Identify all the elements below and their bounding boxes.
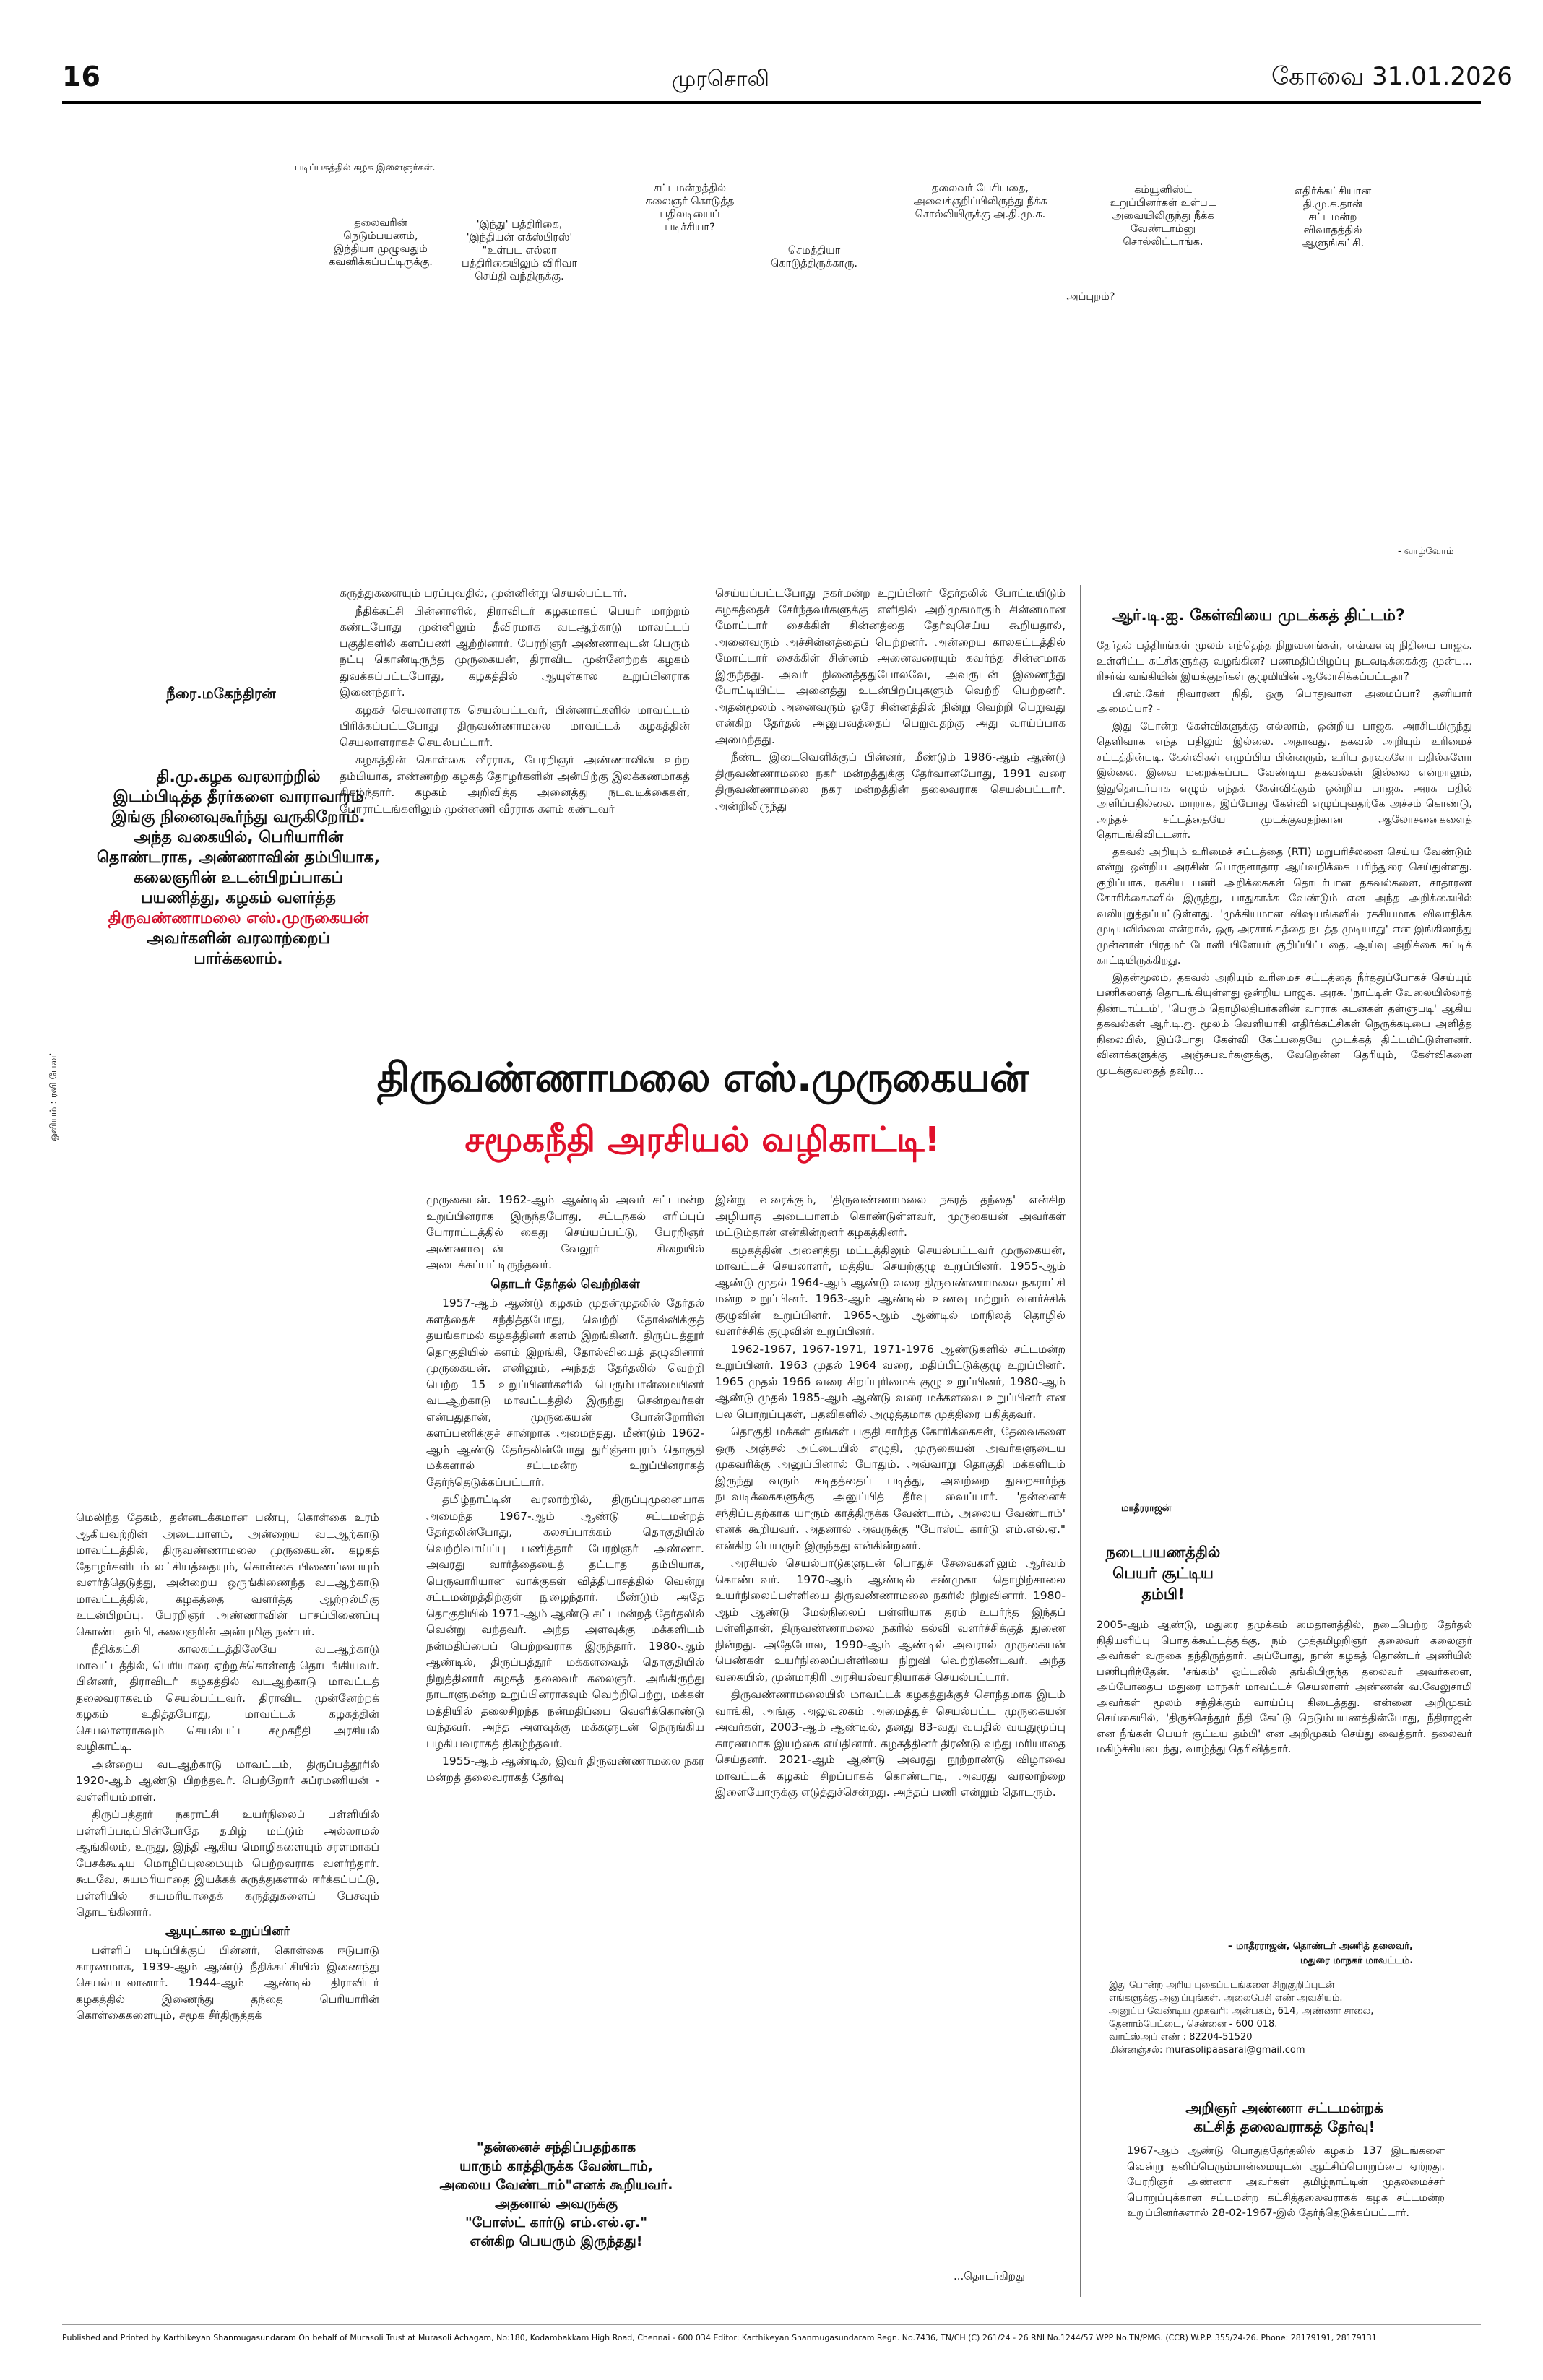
note-line: மின்னஞ்சல்: murasolipaasarai@gmail.com: [1109, 2045, 1305, 2056]
subheadline: சமூகநீதி அரசியல் வழிகாட்டி!: [464, 1120, 941, 1160]
subheading: தொடர் தேர்தல் வெற்றிகள்: [490, 1276, 640, 1291]
paragraph: கழகத்தின் கொள்கை வீரராக, பேரறிஞர் அண்ணாவின் உற்ற தம்பியாக, எண்ணற்ற கழகத் தோழர்களின் அன்பிற்கு இலக்கணமாகத் திகழ்ந்தார். கழகம் அறிவித்த அனைத்து நடவடிக்கைகள், போராட்டங்களிலும் முன்னணி வீரராக களம் கண்டவர்: [340, 753, 690, 815]
paragraph: கருத்துகளையும் பரப்புவதில், முன்னின்று செயல்பட்டார்.: [340, 587, 627, 600]
page-number: 16: [62, 61, 100, 92]
paragraph: நீதிக்கட்சி பின்னாளில், திராவிடர் கழகமாகப் பெயர் மாற்றம் கண்டபோது முன்னிலும் தீவிரமாக வடஆற்காடு மாவட்டப் பகுதிகளில் களப்பணி ஆற்றினார். பேரறிஞர் அண்ணாவுடன் பெரும் நட்பு கொண்டிருந்த முருகையன், திராவிட முன்னேற்றக் கழகம் துவக்கப்பட்டபோது, கழகத்தில் ஆயுள்கால உறுப்பினராக இணைந்தார்.: [340, 604, 690, 698]
quote-line: என்கிற பெயரும் இருந்தது!: [470, 2233, 643, 2249]
quote-line: "தன்னைச் சந்திப்பதற்காக: [476, 2139, 636, 2155]
speech-bubble: செமத்தியா கொடுத்திருக்காரு.: [770, 245, 857, 269]
paragraph: அரசியல் செயல்பாடுகளுடன் பொதுச் சேவைகளிலும் ஆர்வம் கொண்டவர். 1970-ஆம் ஆண்டில் சண்முகா தொழிற்சாலை உயர்நிலைப்பள்ளியை திருவண்ணாமலை நகரில் நிறுவினார். 1980-ஆம் ஆண்டு மேல்நிலைப் பள்ளியாக தரம் உயர்ந்த இந்தப் பள்ளிதான், திருவண்ணாமலை நகரில் கல்வி வளர்ச்சிக்குத் துணை நின்றது. அதேபோல, 1990-ஆம் ஆண்டில் அவரால் முருகையன் பெண்கள் உயர்நிலைப்பள்ளியை நிறுவி வெற்றிகண்டவர். அந்த வகையில், முன்மாதிரி அரசியல்வாதியாகச் செயல்பட்டார்.: [715, 1557, 1066, 1684]
paragraph: கழகத்தின் அனைத்து மட்டத்திலும் செயல்பட்டவர் முருகையன், மாவட்டச் செயலாளர், மத்திய செயற்குழு உறுப்பினர். 1955-ஆம் ஆண்டு முதல் 1964-ஆம் ஆண்டு வரை திருவண்ணாமலை நகராட்சி மன்ற உறுப்பினர். 1963-ஆம் ஆண்டில் உணவு மற்றும் வளர்ச்சிக் குழுவின் உறுப்பினர். 1965-ஆம் ஆண்டில் மாநிலத் தொழில் வளர்ச்சிக் குழுவின் உறுப்பினர்.: [715, 1243, 1066, 1338]
note-line: தேனாம்பேட்டை, சென்னை - 600 018.: [1109, 2019, 1278, 2030]
author-name: நீரை.மகேந்திரன்: [166, 685, 276, 702]
rti-title: ஆர்.டி.ஐ. கேள்வியை முடக்கத் திட்டம்?: [1112, 607, 1405, 625]
letter-signature: – மாதீரராஜன், தொண்டர் அணித் தலைவர்,: [1228, 1941, 1413, 1952]
paragraph: தொகுதி மக்கள் தங்கள் பகுதி சார்ந்த கோரிக்கைகள், தேவைகளை ஒரு அஞ்சல் அட்டையில் எழுதி, முருகையன் அவர்களுடைய முகவரிக்கு அனுப்பினால் போதும். அவ்வாறு தொகுதி மக்களிடம் இருந்து வரும் கடிதத்தைப் படித்து, அவற்றை துறைசார்ந்த நடவடிக்கைகளுக்கு அனுப்பித் தீர்வு வைப்பார். 'தன்னைச் சந்திப்பதற்காக யாரும் காத்திருக்க வேண்டாம், அலைய வேண்டாம்' எனக் கூறியவர். அதனால் அவருக்கு "போஸ்ட் கார்டு எம்.எல்.ஏ." என்கிற பெயரும் இருந்தது என்கின்றனர்.: [715, 1425, 1066, 1552]
speech-bubble: கம்யூனிஸ்ட் உறுப்பினர்கள் உள்பட அவையிலிருந்து நீக்க வேண்டாம்னு சொல்லிட்டாங்க.: [1110, 184, 1216, 248]
quote-line: "போஸ்ட் கார்டு எம்.எல்.ஏ.": [464, 2215, 648, 2230]
article-column: [340, 585, 690, 818]
intro-line: அவர்களின் வரலாற்றைப்: [147, 930, 330, 948]
paragraph: இன்று வரைக்கும், 'திருவண்ணாமலை நகரத் தந்தை' என்கிற அழியாத அடையாளம் கொண்டுள்ளவர், முருகையன் அவர்கள் மட்டும்தான் என்கின்றனர் கழகத்தினர்.: [715, 1193, 1066, 1239]
title-line: நடைபயணத்தில்: [1105, 1544, 1221, 1561]
paragraph: பள்ளிப் படிப்பிக்குப் பின்னர், கொள்கை ஈடுபாடு காரணமாக, 1939-ஆம் ஆண்டு நீதிக்கட்சியில் இணைந்து செயல்படலானார். 1944-ஆம் ஆண்டில் திராவிடர் கழகத்தில் இணைந்து தந்தை பெரியாரின் கொள்கைகளையும், சமூக சீர்திருத்தக்: [76, 1944, 379, 2022]
paragraph: திருப்பத்தூர் நகராட்சி உயர்நிலைப் பள்ளியில் பள்ளிப்படிப்பின்போதே தமிழ் மட்டும் அல்லாமல் ஆங்கிலம், உருது, இந்தி ஆகிய மொழிகளையும் சரளமாகப் பேசக்கூடிய மொழிப்புலமையும் பெற்றவராக வளர்ந்தார். கூடவே, சுயமரியாதை இயக்கக் கருத்துகளால் ஈர்க்கப்பட்டு, பள்ளியில் சுயமரியாதைக் கருத்துகளைப் பேசவும் தொடங்கினார்.: [76, 1808, 379, 1918]
paragraph: திருவண்ணாமலையில் மாவட்டக் கழகத்துக்குச் சொந்தமாக இடம் வாங்கி, அங்கு அலுவலகம் அமைத்துச் செயல்பட்ட முருகையன் அவர்கள், 2003-ஆம் ஆண்டில், தனது 83-வது வயதில் வயதுமூப்பு காரணமாக இயற்கை எய்தினார். கழகத்தினர் திரண்டு வந்து மரியாதை செய்தனர். 2021-ஆம் ஆண்டு அவரது நூற்றாண்டு விழாவை மாவட்டக் கழகம் சிறப்பாகக் கொண்டாடி, அவரது வரலாற்றை இளையோருக்கு எடுத்துச்சென்றது. அந்தப் பணி என்றும் தொடரும்.: [715, 1688, 1066, 1799]
edition-date: கோவை 31.01.2026: [1271, 62, 1513, 91]
intro-line: இடம்பிடித்த தீரர்களை வாராவாரம்: [113, 788, 364, 806]
note-line: இது போன்ற அரிய புகைப்படங்களை சிறுகுறிப்புடன்: [1109, 1980, 1335, 1991]
paragraph: செய்யப்பட்டபோது நகர்மன்ற உறுப்பினர் தேர்தலில் போட்டியிடும் கழகத்தைச் சேர்ந்தவர்களுக்கு எளிதில் அறிமுகமாகும் சின்னமான மோட்டார் சைக்கிள் சின்னத்தை தேர்வுசெய்ய கூறியதால், அனைவரும் அச்சின்னத்தைப் பெற்றனர். அன்றைய காலகட்டத்தில் மோட்டார் சைக்கிள் சின்னம் அனைவரையும் கவர்ந்த சின்னமாக இருந்தது. அவர் நினைத்ததுபோலவே, அவருடன் இணைந்து போட்டியிட்ட அனைத்து உடன்பிறப்புகளும் வெற்றி பெற்றனர். அதன்மூலம் அனைவரும் ஒரே சின்னத்தில் நின்று வெற்றி பெறுவது என்கிற தேர்தல் அனுபவத்தைப் பெறுவதற்கு அது வாய்ப்பாக அமைந்தது.: [715, 587, 1066, 746]
speech-bubble: தலைவரின் நெடும்பயணம், இந்தியா முழுவதும் கவனிக்கப்பட்டிருக்கு.: [329, 217, 433, 268]
paragraph: 1957-ஆம் ஆண்டு கழகம் முதன்முதலில் தேர்தல் களத்தைச் சந்தித்தபோது, வெற்றி தோல்விக்குத் தயங்காமல் கழகத்தினர் களம் இறங்கினர். திருப்பத்தூர் தொகுதியில் களம் இறங்கி, தோல்வியைத் தழுவினார் முருகையன். எனினும், அந்தத் தேர்தலில் வெற்றி பெற்ற 15 உறுப்பினர்களில் பெரும்பான்மையினர் வடஆற்காடு மாவட்டத்தில் இருந்து சென்றவர்கள் என்பதுதான், முருகையன் போன்றோரின் களப்பணிக்குச் சான்றாக அமைந்தது. மீண்டும் 1962-ஆம் ஆண்டு தேர்தலின்போது துரிஞ்சாபுரம் தொகுதி மக்களால் சட்டமன்ற உறுப்பினராகத் தேர்ந்தெடுக்கப்பட்டார்.: [426, 1297, 704, 1489]
article-column: [715, 1192, 1066, 1802]
continued-label: ...தொடர்கிறது: [954, 2269, 1025, 2282]
rti-article: [1097, 639, 1472, 1081]
letter-title: [1084, 1542, 1242, 1605]
paragraph: நீண்ட இடைவெளிக்குப் பின்னர், மீண்டும் 1986-ஆம் ஆண்டு திருவண்ணாமலை நகர் மன்றத்துக்கு தேர்வானபோது, 1991 வரை திருவண்ணாமலை நகர மன்றத்தின் தலைவராக செயல்பட்டார். அன்றிலிருந்து: [715, 750, 1066, 813]
paragraph: மெலிந்த தேகம், தன்னடக்கமான பண்பு, கொள்கை உரம் ஆகியவற்றின் அடையாளம், அன்றைய வடஆற்காடு மாவட்டத்தில், திருவண்ணாமலை முருகையன். கழகத் தோழர்களிடம் லட்சியத்தையும், கொள்கை பிணைப்பையும் வளர்த்தெடுத்து, அன்றைய ஒருங்கிணைந்த வடஆற்காடு மாவட்டத்தில், கழகத்தை வளர்த்த ஆற்றல்மிகு உடன்பிறப்பு. பேரறிஞர் அண்ணாவின் பாசப்பிணைப்பு கொண்ட தம்பி, கலைஞரின் அன்புமிகு நண்பர்.: [76, 1511, 379, 1638]
column-divider: [1080, 585, 1081, 2297]
submission-note: [1109, 1979, 1456, 2057]
title-line: தம்பி!: [1141, 1585, 1185, 1603]
letter-signature-place: மதுரை மாநகர் மாவட்டம்.: [1300, 1955, 1414, 1966]
anna-body: 1967-ஆம் ஆண்டு பொதுத்தேர்தலில் கழகம் 137 இடங்களை வென்று தனிப்பெரும்பான்மையுடன் ஆட்சிப்பொறுப்பை ஏற்றது. பேரறிஞர் அண்ணா அவர்கள் தமிழ்நாட்டின் முதலமைச்சர் பொறுப்புக்கான சட்டமன்ற கட்சித்தலைவராகக் கழக சட்டமன்ற உறுப்பினர்களால் 28-02-1967-இல் தேர்ந்தெடுக்கப்பட்டார்.: [1127, 2145, 1445, 2219]
paragraph: முருகையன். 1962-ஆம் ஆண்டில் அவர் சட்டமன்ற உறுப்பினராக இருந்தபோது, சட்டநகல் எரிப்புப் போராட்டத்தில் கைது செய்யப்பட்டு, பேரறிஞர் அண்ணாவுடன் வேலூர் சிறையில் அடைக்கப்பட்டிருந்தவர்.: [426, 1193, 704, 1271]
article-column: [76, 1510, 379, 2025]
speech-bubble: அப்புறம்?: [1066, 291, 1115, 303]
pull-quote: [405, 2138, 708, 2251]
paragraph: பி.எம்.கேர் நிவாரண நிதி, ஒரு பொதுவான அமைப்பா? தனியார் அமைப்பா? -: [1097, 688, 1472, 715]
headline: திருவண்ணாமலை எஸ்.முருகையன்: [376, 1055, 1029, 1102]
cartoon-caption: படிப்பகத்தில் கழக இளைஞர்கள்.: [295, 163, 436, 173]
title-line: அறிஞர் அண்ணா சட்டமன்றக்: [1185, 2099, 1383, 2116]
intro-highlight: திருவண்ணாமலை எஸ்.முருகையன்: [108, 909, 369, 927]
intro-line: தொண்டராக, அண்ணாவின் தம்பியாக,: [96, 849, 381, 867]
note-line: வாட்ஸ்அப் எண் : 82204-51520: [1109, 2032, 1253, 2043]
note-line: அனுப்ப வேண்டிய முகவரி: அன்பகம், 614, அண்ணா சாலை,: [1109, 2006, 1374, 2017]
paragraph: நீதிக்கட்சி காலகட்டத்திலேயே வடஆற்காடு மாவட்டத்தில், பெரியாரை ஏற்றுக்கொள்ளத் தொடங்கியவர். பின்னர், திராவிடர் கழகத்தில் வடஆற்காடு மாவட்டத் தலைவராகவும் செயல்பட்டவர். திராவிட முன்னேற்றக் கழகம் உதித்தபோது, மாவட்டக் கழகத்தின் செயலாளராகவும் செயல்பட்ட சமூகநீதி அரசியல் வழிகாட்டி.: [76, 1643, 379, 1753]
masthead: முரசொலி: [672, 66, 769, 92]
anna-title: [1097, 2098, 1472, 2136]
paragraph: தகவல் அறியும் உரிமைச் சட்டத்தை (RTI) மறுபரிசீலனை செய்ய வேண்டும் என்று ஒன்றிய அரசின் பொருளாதார ஆய்வறிக்கை பரிந்துரை செய்துள்ளது. குறிப்பாக, ரகசிய பணி அறிக்கைகள் தொடர்பான தகவல்களை, சாதாரண கோரிக்கைகளில் இருந்து, பாதுகாக்க வேண்டும் என அந்த அறிக்கையில் வலியுறுத்தப்பட்டுள்ளது. 'முக்கியமான விஷயங்களில் ரகசியமாக விவாதிக்க முடியவில்லை என்றால், ஒரு அரசாங்கத்தை நடத்த முடியாது' என இங்கிலாந்து முன்னாள் பிரதமர் டோனி பிளேயர் குறிப்பிட்டதை, ஆய்வு அறிக்கை சுட்டிக் காட்டியிருக்கிறது.: [1097, 846, 1472, 966]
speech-bubble: தலைவர் பேசியதை, அவைக்குறிப்பிலிருந்து நீக்க சொல்லியிருக்கு அ.தி.மு.க.: [913, 183, 1047, 220]
paragraph: தமிழ்நாட்டின் வரலாற்றில், திருப்புமுனையாக அமைந்த 1967-ஆம் ஆண்டு சட்டமன்றத் தேர்தலின்போது, கலசப்பாக்கம் தொகுதியில் வெற்றிவாய்ப்பு பணித்தார் பேரறிஞர் அண்ணா. அவரது வார்த்தையைத் தட்டாத தம்பியாக, பெருவாரியான வாக்குகள் வித்தியாசத்தில் வென்று சட்டமன்றத்திற்குள் நுழைந்தார். மீண்டும் அதே தொகுதியில் 1971-ஆம் ஆண்டு சட்டமன்றத் தேர்தலில் வென்று வந்தவர். அந்த அளவுக்கு மக்களிடம் நன்மதிப்பைப் பெற்றவராக இருந்தார். 1980-ஆம் ஆண்டில், திருப்பத்தூர் மக்களவைத் தொகுதியில் நிறுத்தினார் கழகத் தலைவர் கலைஞர். அங்கிருந்து நாடாளுமன்ற உறுப்பினராகவும் வெற்றிபெற்று, மக்கள் மத்தியில் தலைசிறந்த நன்மதிப்பை வெளிக்கொண்டு வந்தவர். அந்த அளவுக்கு மக்களுடன் நெருங்கிய பழகியவராகத் திகழ்ந்தவர்.: [426, 1493, 704, 1750]
intro-line: அந்த வகையில், பெரியாரின்: [133, 828, 344, 847]
paragraph: கழகச் செயலாளராக செயல்பட்டவர், பின்னாட்களில் மாவட்டம் பிரிக்கப்பட்டபோது திருவண்ணாமலை மாவட்டக் கழகத்தின் செயலாளராகச் செயல்பட்டார்.: [340, 703, 690, 749]
quote-line: அதனால் அவருக்கு: [494, 2196, 618, 2212]
speech-bubble: எதிர்க்கட்சியான தி.மு.க.தான் சட்டமன்ற விவாதத்தில் ஆளுங்கட்சி.: [1294, 186, 1372, 249]
intro-line: பார்க்கலாம்.: [194, 950, 283, 968]
paragraph: இதன்மூலம், தகவல் அறியும் உரிமைச் சட்டத்தை நீர்த்துப்போகச் செய்யும் பணிகளைத் தொடங்கியுள்ளது ஒன்றிய பாஜக. அரசு. 'நாட்டின் வேலையில்லாத் திண்டாட்டம்', 'பெரும் தொழிலதிபர்களின் வாராக் கடன்கள் தள்ளுபடி' ஆகிய தகவல்கள் ஆர்.டி.ஐ. மூலம் வெளியாகி எதிர்க்கட்சிகள் நெருக்கடியை அளித்த நிலையில், இப்போது கேள்வி கேட்பதையே முடக்கத் திட்டமிட்டுள்ளனர். வினாக்களுக்கு அஞ்சுபவர்களுக்கு, வேறென்ன தெரியும், கேள்விகளை முடக்குவதைத் தவிர...: [1097, 972, 1472, 1077]
speech-bubble: 'இந்து' பத்திரிகை, 'இந்தியன் எக்ஸ்பிரஸ்' "உள்பட எல்லா பத்திரிகையிலும் விரிவா செய்தி வந்திருக்கு.: [461, 219, 578, 282]
intro-line: இங்கு நினைவுகூர்ந்து வருகிறோம்.: [111, 808, 366, 826]
article-column: [715, 585, 1066, 815]
paragraph: தேர்தல் பத்திரங்கள் மூலம் எந்தெந்த நிறுவனங்கள், எவ்வளவு நிதியை பாஜக. உள்ளிட்ட கட்சிகளுக்கு வழங்கின? பணமதிப்பிழப்பு நடவடிக்கைக்கு முன்பு... ரிசர்வ் வங்கியின் இயக்குநர்கள் குழுமியின் ஆலோசிக்கப்பட்டதா?: [1097, 640, 1472, 683]
quote-line: யாரும் காத்திருக்க வேண்டாம்,: [459, 2158, 653, 2174]
paragraph: இது போன்ற கேள்விகளுக்கு எல்லாம், ஒன்றிய பாஜக. அரசிடமிருந்து தெளிவாக எந்த பதிலும் இல்லை. அதாவது, தகவல் அறியும் உரிமைச் சட்டத்தின்படி, கேள்விகள் எழுப்பிய பின்னரும், உரிய தரவுகளோ பதில்களோ இல்லை. இவை மறைக்கப்பட வேண்டிய தகவல்கள் இல்லை என்றாலும், இதுதொடர்பாக எழும் எந்தக் கேள்விக்கும் ஒன்றிய பாஜக. அரசு பதில் அளிப்பதில்லை. மாறாக, இப்போது கேள்வி எழுப்புவதற்கே அச்சம் கொண்டு, அந்தச் சட்டத்தையே முடக்குவதற்கான ஆலோசனைகளைத் தொடங்கிவிட்டனர்.: [1097, 720, 1472, 841]
paragraph: 2005-ஆம் ஆண்டு, மதுரை தமுக்கம் மைதானத்தில், நடைபெற்ற தேர்தல் நிதியளிப்பு பொதுக்கூட்டத்துக்கு, நம் முத்தமிழறிஞர் தலைவர் கலைஞர் அவர்கள் வருகை தந்திருந்தார். அப்போது, நான் கழகத் தொண்டர் அணியில் பணிபுரிந்தேன். 'சங்கம்' ஓட்டலில் தங்கியிருந்த தலைவர் அவர்களை, அப்போதைய மதுரை மாநகர் மாவட்டச் செயலாளர் அண்ணன் வ.வேலுசாமி அவர்கள் மூலம் சந்திக்கும் வாய்ப்பு கிடைத்தது. என்னை அறிமுகம் செய்கையில், 'திருச்செந்தூர் நீதி கேட்டு நெடும்பயணத்தின்போது, நீதிராஜன் என நீங்கள் பெயர் சூட்டிய தம்பி' என அறிமுகம் செய்து வைத்தார். தலைவர் மகிழ்ச்சியடைந்து, வாழ்த்து தெரிவித்தார்.: [1097, 1619, 1472, 1755]
illustrator-credit: ஓவியம் : ரவி பேலட்: [48, 1050, 59, 1141]
header-rule: [62, 101, 1481, 104]
paragraph: 1962-1967, 1967-1971, 1971-1976 ஆண்டுகளில் சட்டமன்ற உறுப்பினர். 1963 முதல் 1964 வரை, மதிப்பீட்டுக்குழு உறுப்பினர். 1965 முதல் 1966 வரை சிறப்புரிமைக் குழு உறுப்பினர், 1980-ஆம் ஆண்டு முதல் 1985-ஆம் ஆண்டு வரை மக்களவை உறுப்பினர் என பல பொறுப்புகள், பதவிகளில் அழுத்தமாக முத்திரை பதித்தவர்.: [715, 1342, 1066, 1421]
title-line: பெயர் சூட்டிய: [1112, 1565, 1214, 1582]
article-column: [426, 1192, 704, 1787]
quote-line: அலைய வேண்டாம்"எனக் கூறியவர்.: [439, 2177, 673, 2193]
letter-body: [1097, 1618, 1472, 1760]
title-line: கட்சித் தலைவராகத் தேர்வு!: [1193, 2118, 1375, 2135]
subheading: ஆயுட்கால உறுப்பினர்: [165, 1924, 290, 1939]
paragraph: அன்றைய வடஆற்காடு மாவட்டம், திருப்பத்தூரில் 1920-ஆம் ஆண்டு பிறந்தவர். பெற்றோர் சுப்ரமணியன் - வள்ளியம்மாள்.: [76, 1757, 379, 1804]
cartoon-signoff: - வாழ்வோம்: [1398, 546, 1454, 557]
footer-rule: [62, 2324, 1481, 2325]
note-line: எங்களுக்கு அனுப்புங்கள். அலைபேசி எண் அவசியம்.: [1109, 1993, 1343, 2004]
intro-line: தி.மு.கழக வரலாற்றில்: [156, 768, 321, 786]
imprint-line: Published and Printed by Karthikeyan Shanmugasundaram On behalf of Murasoli Trust at Murasoli Achagam, No:180, Kodambakkam High Road, Chennai - 600 034 Editor: Karthikeyan Shanmugasundaram Regn. No.7436, TN/CH (C) 261/24 - 26 RNI No.1244/57 WPP No.TN/PMG. (CCR) W.P.P. 355/24-26. Phone: 28179191, 28179131: [62, 2333, 1377, 2342]
intro-line: கலைஞரின் உடன்பிறப்பாகப்: [133, 869, 344, 887]
speech-bubble: சட்டமன்றத்தில் கலைஞர் கொடுத்த பதிலடியைப் படிச்சியா?: [645, 183, 735, 233]
letter-byline: மாதீரராஜன்: [1121, 1503, 1172, 1514]
intro-line: பயணித்து, கழகம் வளர்த்த: [141, 889, 336, 907]
paragraph: 1955-ஆம் ஆண்டில், இவர் திருவண்ணாமலை நகர மன்றத் தலைவராகத் தேர்வு: [426, 1754, 704, 1784]
